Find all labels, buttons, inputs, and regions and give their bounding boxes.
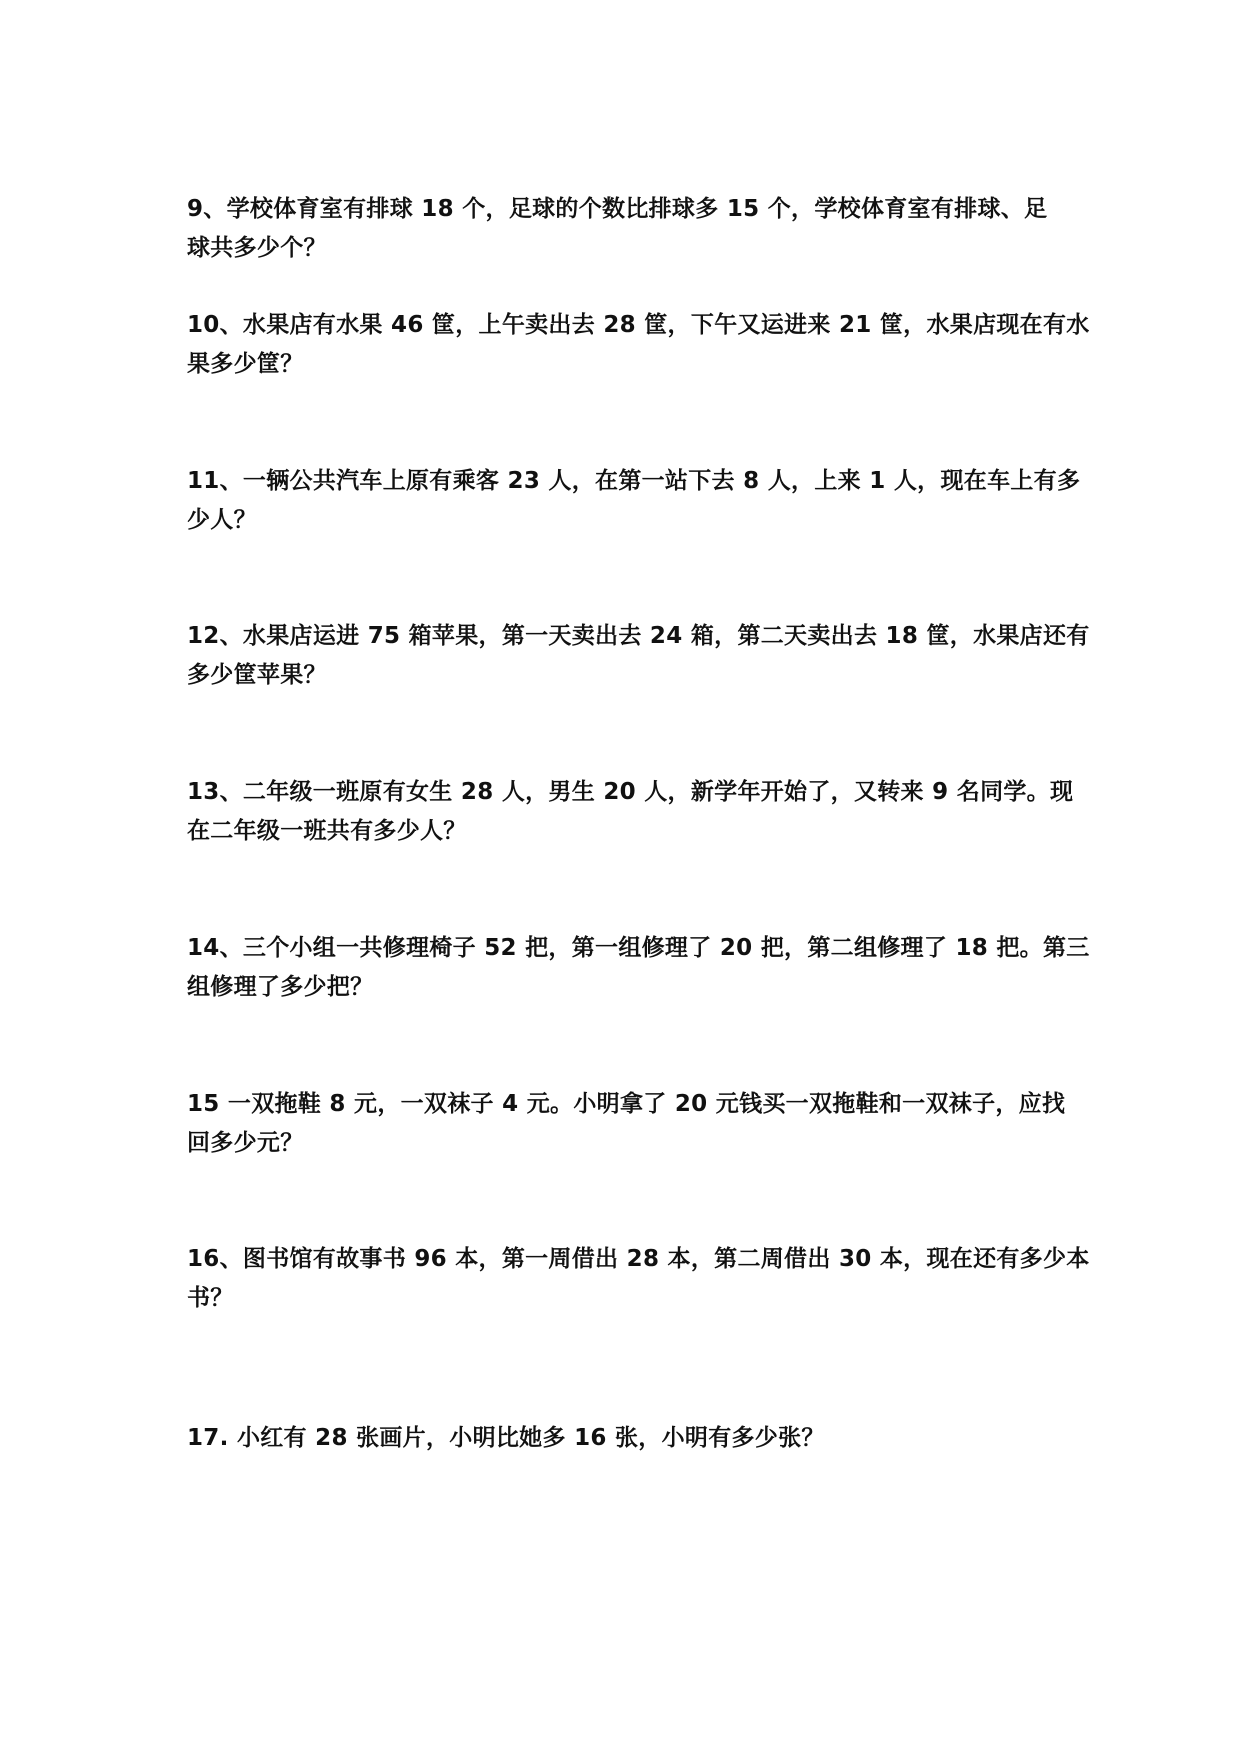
problem-text-line: 回多少元？ [187,1130,304,1156]
problem-text-line: 在二年级一班共有多少人？ [187,818,467,844]
problem-12 [187,617,1090,695]
problem-text-line: 15 一双拖鞋 8 元，一双袜子 4 元。小明拿了 20 元钱买一双拖鞋和一双袜子，应找 [187,1091,1066,1117]
problem-15 [187,1085,1066,1163]
problem-13 [187,773,1074,851]
problem-text-line: 多少筐苹果？ [187,662,327,688]
problem-text-line: 13、二年级一班原有女生 28 人，男生 20 人，新学年开始了，又转来 9 名同学。现 [187,779,1074,805]
problem-11 [187,462,1081,540]
problem-9 [187,190,1057,268]
problem-text-line: 14、三个小组一共修理椅子 52 把，第一组修理了 20 把，第二组修理了 18 把。第三 [187,935,1090,961]
problem-17 [187,1419,1057,1458]
problem-text-line: 球共多少个？ [187,235,327,261]
problem-10 [187,306,1090,384]
problem-text-line: 书？ [187,1285,234,1311]
problem-14 [187,929,1090,1007]
problem-text-line: 17. 小红有 28 张画片，小明比她多 16 张，小明有多少张？ [187,1425,825,1451]
problem-text-line: 9、学校体育室有排球 18 个，足球的个数比排球多 15 个，学校体育室有排球、足 [187,196,1048,222]
problem-text-line: 12、水果店运进 75 箱苹果，第一天卖出去 24 箱，第二天卖出去 18 筐，水果店还有 [187,623,1090,649]
problem-text-line: 果多少筐？ [187,351,304,377]
problem-text-line: 16、图书馆有故事书 96 本，第一周借出 28 本，第二周借出 30 本，现在还有多少本 [187,1246,1090,1272]
problem-text-line: 11、一辆公共汽车上原有乘客 23 人，在第一站下去 8 人，上来 1 人，现在车上有多 [187,468,1081,494]
problem-16 [187,1240,1090,1318]
problem-text-line: 组修理了多少把？ [187,974,374,1000]
problem-text-line: 少人？ [187,507,257,533]
problem-text-line: 10、水果店有水果 46 筐，上午卖出去 28 筐，下午又运进来 21 筐，水果店现在有水 [187,312,1090,338]
